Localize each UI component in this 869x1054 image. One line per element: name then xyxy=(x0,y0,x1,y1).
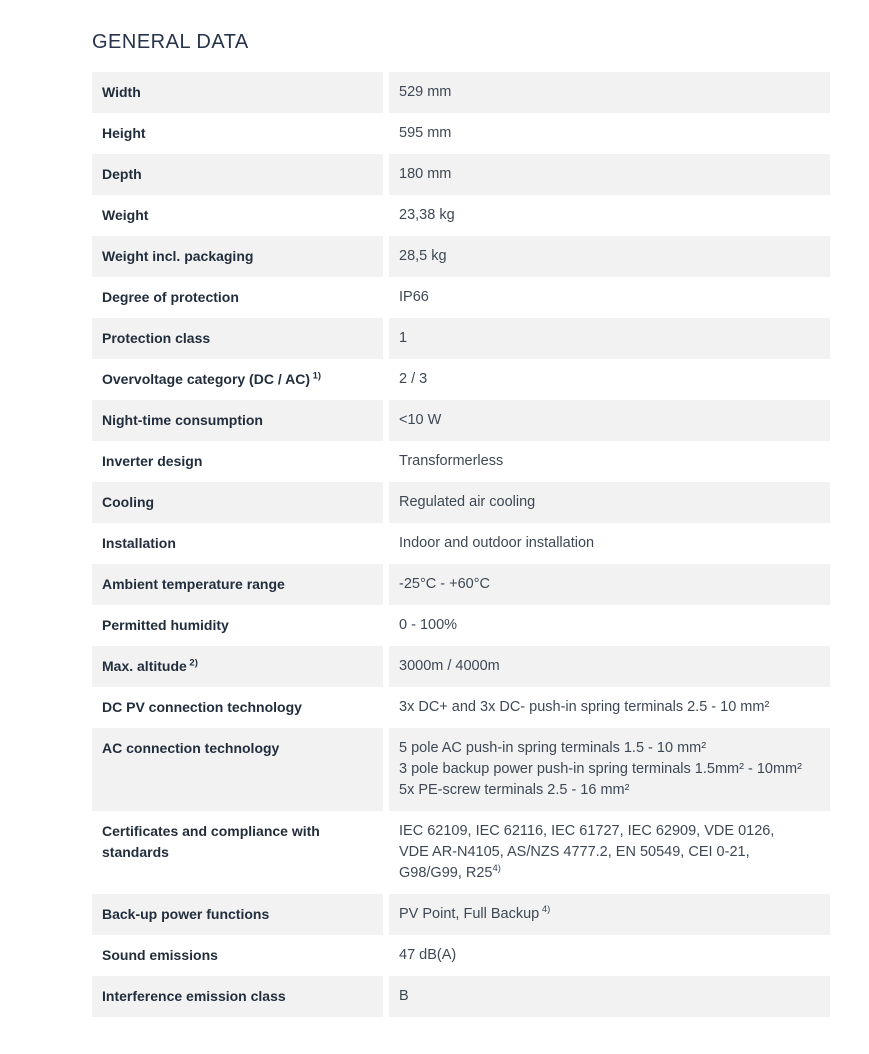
spec-row xyxy=(92,811,830,894)
spec-value-line: 23,38 kg xyxy=(399,207,455,223)
spec-value xyxy=(389,359,830,400)
footnote-marker: 1) xyxy=(309,370,322,382)
spec-value-line: <10 W xyxy=(399,412,442,428)
spec-value xyxy=(389,441,830,482)
spec-row xyxy=(92,687,830,728)
spec-value xyxy=(389,605,830,646)
spec-value xyxy=(389,811,830,894)
spec-value-line: 5 pole AC push-in spring terminals 1.5 - 10 mm² xyxy=(399,740,707,756)
spec-row xyxy=(92,236,830,277)
spec-value xyxy=(389,318,830,359)
spec-row xyxy=(92,359,830,400)
spec-label: Permitted humidity xyxy=(102,617,229,633)
spec-row xyxy=(92,728,830,811)
spec-row xyxy=(92,441,830,482)
footnote-marker: 4) xyxy=(492,863,501,875)
spec-value-line: 1 xyxy=(399,330,408,346)
spec-row xyxy=(92,976,830,1017)
spec-value xyxy=(389,236,830,277)
spec-row xyxy=(92,154,830,195)
footnote-marker: 2) xyxy=(186,657,198,669)
spec-value xyxy=(389,646,830,687)
spec-value-line: 3000m / 4000m xyxy=(399,658,500,674)
spec-label: Depth xyxy=(92,154,383,195)
spec-label: Max. altitude $^{2)}$ xyxy=(92,646,383,687)
spec-value-line: Regulated air cooling xyxy=(399,494,536,510)
spec-value xyxy=(389,976,830,1017)
spec-value xyxy=(389,72,830,113)
spec-value-line: 595 mm xyxy=(399,125,452,141)
spec-value-line: 3 pole backup power push-in spring terminals 1.5mm² - 10mm² xyxy=(399,761,802,777)
spec-value-line: 529 mm xyxy=(399,84,452,100)
spec-value xyxy=(389,894,830,935)
spec-value xyxy=(389,728,830,811)
spec-value-line: PV Point, Full Backup $^{4)}$ xyxy=(399,904,551,922)
spec-row xyxy=(92,195,830,236)
spec-value-line: 180 mm xyxy=(399,166,452,182)
spec-table xyxy=(92,72,830,1017)
spec-value-line: 0 - 100% xyxy=(399,617,458,633)
spec-label: Inverter design xyxy=(102,453,203,469)
spec-value-line: IEC 62109, IEC 62116, IEC 61727, IEC 62909, VDE 0126, xyxy=(399,823,775,839)
spec-row xyxy=(92,482,830,523)
page-title: GENERAL DATA xyxy=(92,31,249,53)
spec-row xyxy=(92,113,830,154)
spec-value-line: 5x PE-screw terminals 2.5 - 16 mm² xyxy=(399,782,630,798)
spec-label: Back-up power functions xyxy=(92,894,383,935)
spec-label: Ambient temperature range xyxy=(92,564,383,605)
spec-value-line: B xyxy=(399,988,409,1004)
spec-row xyxy=(92,935,830,976)
spec-value xyxy=(389,277,830,318)
spec-row xyxy=(92,605,830,646)
spec-row xyxy=(92,400,830,441)
spec-label: Degree of protection xyxy=(102,289,239,305)
spec-label: DC PV connection technology xyxy=(102,699,302,715)
spec-label: Installation xyxy=(102,535,176,551)
spec-value xyxy=(389,400,830,441)
spec-row xyxy=(92,277,830,318)
spec-label: Interference emission class xyxy=(92,976,383,1017)
spec-label: Protection class xyxy=(92,318,383,359)
spec-row xyxy=(92,72,830,113)
spec-value xyxy=(389,935,830,976)
spec-value-line: -25°C - +60°C xyxy=(399,576,490,592)
spec-value-line: 47 dB(A) xyxy=(399,947,457,963)
spec-value xyxy=(389,564,830,605)
spec-row xyxy=(92,318,830,359)
spec-row xyxy=(92,894,830,935)
spec-label: Cooling xyxy=(92,482,383,523)
spec-label: Overvoltage category (DC / AC) $^{1)}$ xyxy=(102,370,322,387)
spec-value xyxy=(389,482,830,523)
spec-value-line: Transformerless xyxy=(399,453,504,469)
spec-value xyxy=(389,154,830,195)
spec-label: Width xyxy=(92,72,383,113)
spec-row xyxy=(92,564,830,605)
footnote-marker: 4) xyxy=(539,904,551,916)
spec-label: Height xyxy=(102,125,146,141)
spec-value xyxy=(389,113,830,154)
spec-label: Weight xyxy=(102,207,149,223)
spec-label: AC connection technology xyxy=(92,728,383,811)
spec-value-line: G98/G99, R25$^{4)}$ xyxy=(399,863,501,881)
spec-value-line: 28,5 kg xyxy=(399,248,447,264)
spec-label: Night-time consumption xyxy=(92,400,383,441)
spec-value-line: VDE AR-N4105, AS/NZS 4777.2, EN 50549, CEI 0-21, xyxy=(399,844,750,860)
spec-value-line: Indoor and outdoor installation xyxy=(399,535,595,551)
spec-value xyxy=(389,687,830,728)
spec-value-line: 2 / 3 xyxy=(399,371,428,387)
spec-row xyxy=(92,523,830,564)
spec-value-line: IP66 xyxy=(399,289,429,305)
spec-row xyxy=(92,646,830,687)
spec-label: Certificates and compliance with standards xyxy=(102,823,320,860)
spec-value xyxy=(389,523,830,564)
spec-label: Sound emissions xyxy=(102,947,218,963)
spec-value-line: 3x DC+ and 3x DC- push-in spring terminals 2.5 - 10 mm² xyxy=(399,699,770,715)
spec-label: Weight incl. packaging xyxy=(92,236,383,277)
spec-value xyxy=(389,195,830,236)
